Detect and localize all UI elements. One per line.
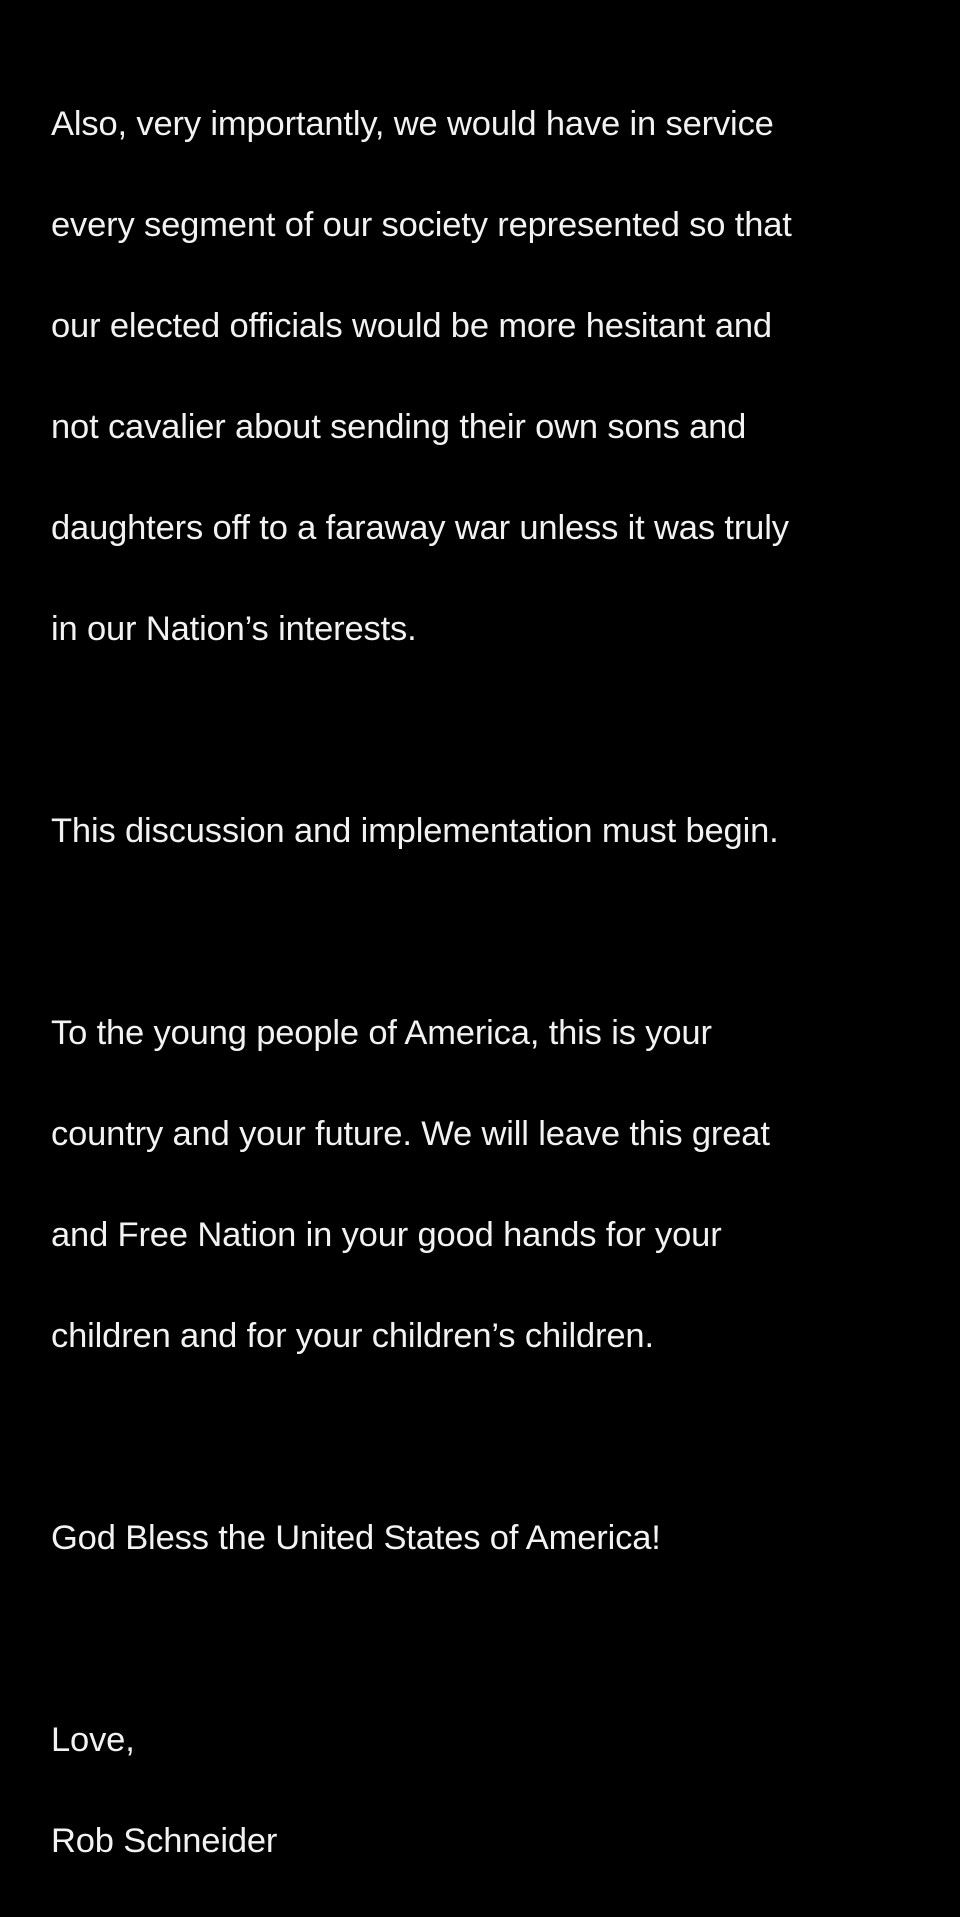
text-line: daughters off to a faraway war unless it was truly <box>51 508 789 547</box>
text-line: not cavalier about sending their own sons and <box>51 407 747 446</box>
paragraph-service <box>51 48 931 705</box>
text-line: children and for your children’s children. <box>51 1316 654 1355</box>
text-line: and Free Nation in your good hands for your <box>51 1215 722 1254</box>
text-line: Also, very importantly, we would have in service <box>51 104 774 143</box>
paragraph-young-people <box>51 957 931 1412</box>
text-line: every segment of our society represented so that <box>51 205 792 244</box>
text-line: our elected officials would be more hesitant and <box>51 306 772 345</box>
author-name: Rob Schneider <box>51 1821 278 1860</box>
paragraph-discussion <box>51 755 931 907</box>
text-line: This discussion and implementation must begin. <box>51 811 779 850</box>
text-line: To the young people of America, this is your <box>51 1013 712 1052</box>
text-line: in our Nation’s interests. <box>51 609 417 648</box>
text-line: country and your future. We will leave this great <box>51 1114 770 1153</box>
sign-off: Love, <box>51 1720 135 1759</box>
paragraph-blessing <box>51 1462 931 1614</box>
note-body <box>51 48 931 1917</box>
signature-block <box>51 1664 931 1917</box>
text-line: God Bless the United States of America! <box>51 1518 661 1557</box>
